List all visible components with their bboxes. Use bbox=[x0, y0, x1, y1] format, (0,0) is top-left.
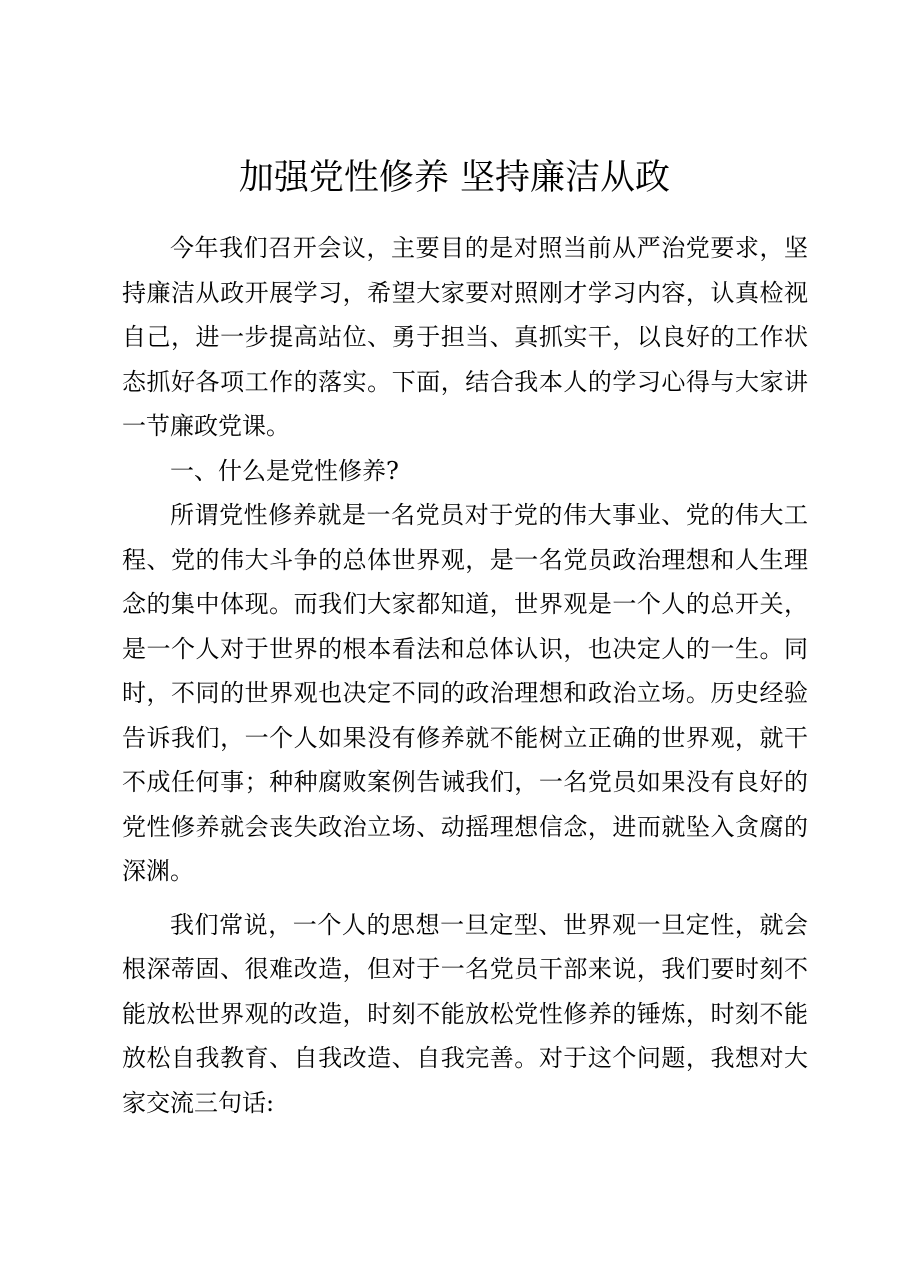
paragraph-intro: 今年我们召开会议，主要目的是对照当前从严治党要求，坚持廉洁从政开展学习，希望大家要对照刚才学习内容，认真检视自己，进一步提高站位、勇于担当、真抓实干，以良好的工作状态抓好各项工作的落实。下面，结合我本人的学习心得与大家讲一节廉政党课。 bbox=[122, 234, 808, 440]
section-heading: 一、什么是党性修养? bbox=[170, 456, 399, 485]
document-title: 加强党性修养 坚持廉洁从政 bbox=[238, 158, 671, 198]
paragraph-transformation: 我们常说，一个人的思想一旦定型、世界观一旦定性，就会根深蒂固、很难改造，但对于一名党员干部来说，我们要时刻不能放松世界观的改造，时刻不能放松党性修养的锤炼，时刻不能放松自我教育、自我改造、自我完善。对于这个问题，我想对大家交流三句话: bbox=[122, 910, 808, 1117]
document-body bbox=[122, 226, 808, 1125]
paragraph-definition: 所谓党性修养就是一名党员对于党的伟大事业、党的伟大工程、党的伟大斗争的总体世界观，是一名党员政治理想和人生理念的集中体现。而我们大家都知道，世界观是一个人的总开关，是一个人对于世界的根本看法和总体认识，也决定人的一生。同时，不同的世界观也决定不同的政治理想和政治立场。历史经验告诉我们，一个人如果没有修养就不能树立正确的世界观，就干不成任何事；种种腐败案例告诫我们，一名党员如果没有良好的党性修养就会丧失政治立场、动摇理想信念，进而就坠入贪腐的深渊。 bbox=[122, 501, 808, 885]
